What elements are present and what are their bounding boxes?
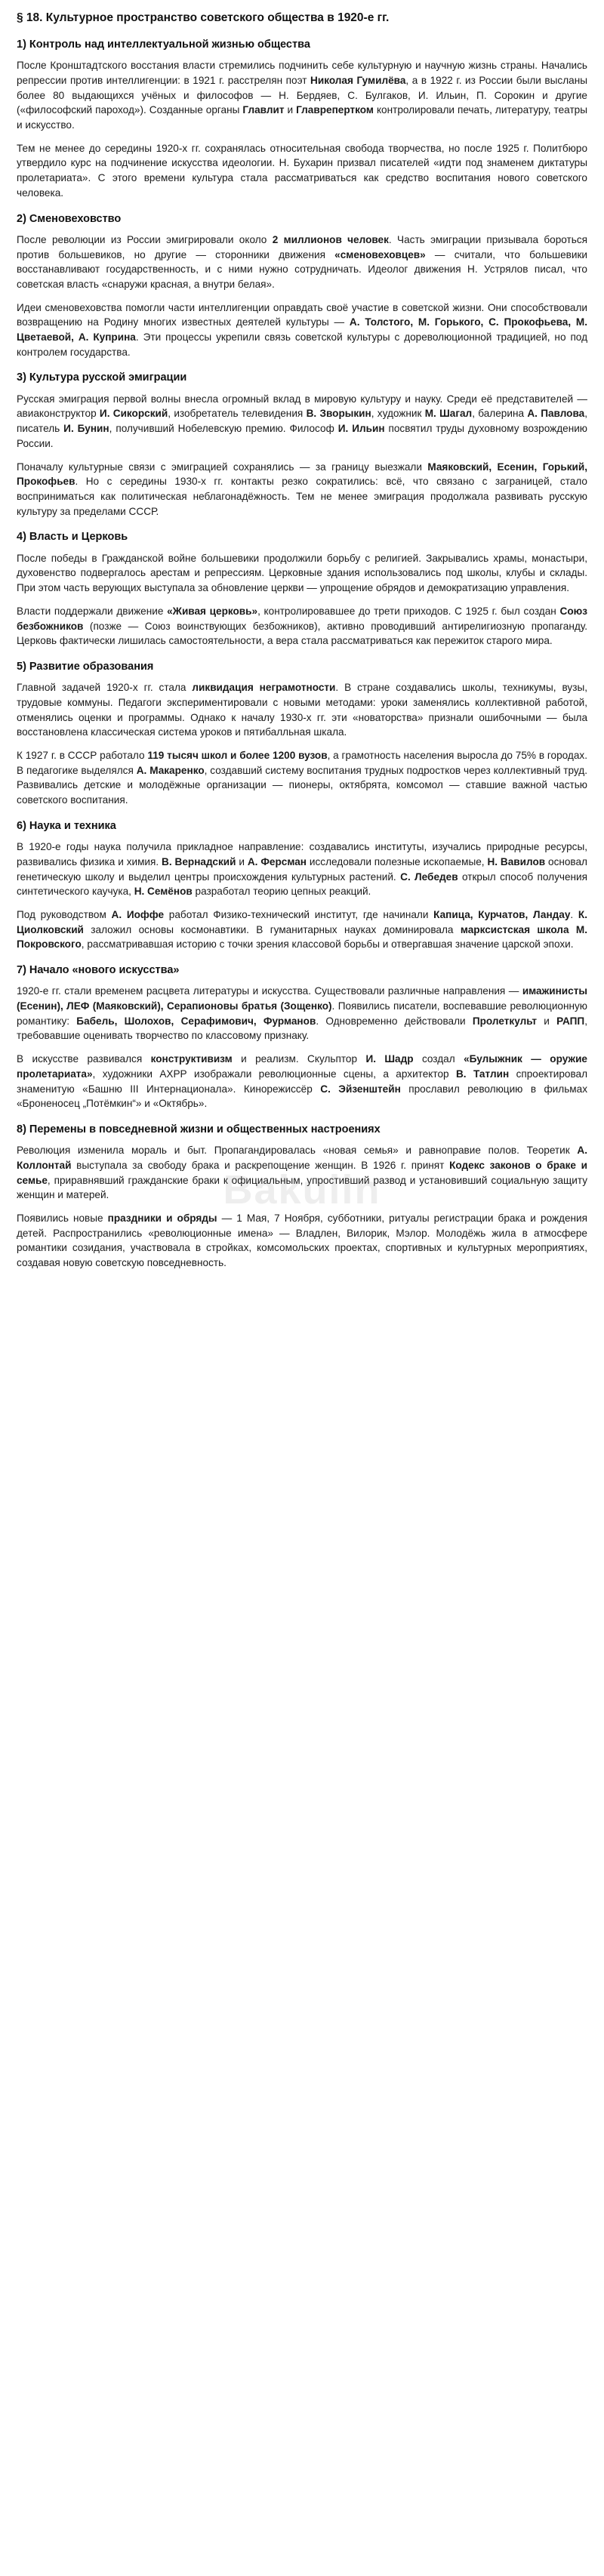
body-text: Русская эмиграция первой волны внесла огромный вклад в мировую культуру и науку. Среди её представителей — авиаконструктор xyxy=(17,393,587,420)
paragraph xyxy=(17,551,587,596)
body-text: Главной задачей 1920-х гг. стала xyxy=(17,682,193,694)
body-text: заложил основы космонавтики. В гуманитарных науках доминировала xyxy=(83,923,461,935)
emphasis-text: Н. Семёнов xyxy=(134,886,193,898)
body-text: Под руководством xyxy=(17,908,112,920)
body-text: , контролировавшее до трети приходов. С 1925 г. был создан xyxy=(257,605,560,617)
emphasis-text: С. Эйзенштейн xyxy=(320,1083,401,1095)
emphasis-text: В. Вернадский xyxy=(162,855,236,867)
body-text: После победы в Гражданской войне большевики продолжили борьбу с религией. Закрывались храмы, монастыри, духовенство подвергалось арестам и репрессиям. Церковные здания использовались под школы, клубы и склады. При этом часть верующих выступала за обновление церкви — упрощение обрядов и демократизацию управления. xyxy=(17,552,587,594)
section-heading: 7) Начало «нового искусства» xyxy=(17,964,180,977)
paragraph xyxy=(17,840,587,899)
emphasis-text: Союз безбожников xyxy=(17,605,587,632)
body-text: исследовали полезные ископаемые, xyxy=(307,855,488,867)
emphasis-text: марксистская школа М. Покровского xyxy=(17,923,587,951)
paragraph xyxy=(17,1211,587,1271)
emphasis-text: имажинисты (Есенин), ЛЕФ (Маяковский), Серапионовы братья (Зощенко) xyxy=(17,985,587,1012)
body-text: , приравнявший гражданские браки к официальным, упростивший развод и установивший социальную защиту женщин и матерей. xyxy=(17,1174,587,1201)
emphasis-text: С. Лебедев xyxy=(400,870,458,883)
paragraph xyxy=(17,233,587,292)
body-text: , художники АХРР изображали революционные сцены, а архитектор xyxy=(92,1068,456,1080)
body-text: , требовавшие оценивать творчество по классовому признаку. xyxy=(17,1015,587,1042)
paragraph xyxy=(17,460,587,519)
emphasis-text: И. Бунин xyxy=(63,423,109,435)
emphasis-text: А. Коллонтай xyxy=(17,1145,587,1171)
document-section xyxy=(17,211,587,360)
body-text: , создавший систему воспитания трудных подростков через коллективный труд. Развивались детские и молодёжные организации — пионеры, октябрята, комсомол — ставшие важной частью советского воспитания. xyxy=(17,764,587,806)
paragraph xyxy=(17,58,587,133)
paragraph xyxy=(17,748,587,808)
emphasis-text: А. Ферсман xyxy=(247,855,307,867)
page-title: § 18. Культурное пространство советского общества в 1920-е гг. xyxy=(17,11,390,24)
body-text: . Появились писатели, воспевавшие революционную романтику: xyxy=(17,1000,587,1027)
section-heading: 2) Сменовеховство xyxy=(17,212,122,225)
body-text: и xyxy=(236,855,248,867)
body-text: , а в 1922 г. из России были высланы более 80 выдающихся учёных и философов — Н. Бердяев, С. Булгаков, И. Ильин, П. Сорокин и другие («философский пароход»). Созданные органы xyxy=(17,74,587,116)
emphasis-text: 2 миллионов человек xyxy=(272,233,389,245)
emphasis-text: Николая Гумилёва xyxy=(310,74,406,86)
body-text: В искусстве развивался xyxy=(17,1053,151,1065)
body-text: 1920-е гг. стали временем расцвета литературы и искусства. Существовали различные направления — xyxy=(17,985,522,997)
body-text: прославил революцию в фильмах «Броненосец „Потёмкин“» и «Октябрь». xyxy=(17,1083,587,1110)
body-text: После Кронштадтского восстания власти стремились подчинить себе культурную и научную жизнь страны. Начались репрессии против интеллигенции: в 1921 г. расстрелян поэт xyxy=(17,60,587,86)
body-text: Идеи сменовеховства помогли части интеллигенции оправдать своё участие в советской жизни. Они способствовали возвращению на Родину многих известных деятелей культуры — xyxy=(17,301,587,328)
emphasis-text: В. Зворыкин xyxy=(306,408,371,420)
body-text: В 1920-е годы наука получила прикладное направление: создавались институты, изучались природные ресурсы, развивались физика и химия. xyxy=(17,841,587,867)
emphasis-text: Пролеткульт xyxy=(472,1015,538,1027)
emphasis-text: И. Ильин xyxy=(337,423,385,435)
emphasis-text: 119 тысяч школ и более 1200 вузов xyxy=(147,750,328,762)
body-text: Революция изменила мораль и быт. Пропагандировалась «новая семья» и равноправие полов. Теоретик xyxy=(17,1145,578,1157)
body-text: спроектировал знаменитую «Башню III Интернационала». Кинорежиссёр xyxy=(17,1068,588,1095)
paragraph xyxy=(17,392,587,451)
document-section xyxy=(17,529,587,649)
emphasis-text: Маяковский, Есенин, Горький, Прокофьев xyxy=(17,461,587,488)
watermark: Bakulin xyxy=(223,1167,381,1213)
emphasis-text: праздники и обряды xyxy=(107,1213,217,1225)
body-text: , писатель xyxy=(17,408,587,435)
emphasis-text: «сменовеховцев» xyxy=(334,248,426,260)
paragraph xyxy=(17,680,587,740)
paragraph xyxy=(17,984,587,1043)
body-text: , а грамотность населения выросла до 75% в городах. В педагогике выделялся xyxy=(17,750,587,776)
body-text: Власти поддержали движение xyxy=(17,605,168,617)
body-text: . Эти процессы укрепили связь советской культуры с дореволюционной традицией, но под контролем государства. xyxy=(17,331,587,358)
paragraph xyxy=(17,1052,587,1111)
body-text: работал Физико-технический институт, где начинали xyxy=(164,908,434,920)
body-text: . В стране создавались школы, техникумы, вузы, трудовые коммуны. Педагоги экспериментировали с новыми методами: уроки заменялись коллективной работой, отменялись оценки и программы. Однако к началу 1930-х гг. эти «новаторства» признали ошибочными — была восстановлена классическая система уроков и пятибалльная шкала. xyxy=(17,682,587,738)
paragraph xyxy=(17,604,587,649)
emphasis-text: ликвидация неграмотности xyxy=(192,682,336,694)
paragraph xyxy=(17,907,587,952)
emphasis-text: К. Циолковский xyxy=(17,908,587,935)
body-text: , получивший Нобелевскую премию. Философ xyxy=(109,423,338,435)
document-section xyxy=(17,818,587,952)
document-section xyxy=(17,1122,587,1271)
section-heading: 4) Власть и Церковь xyxy=(17,531,128,544)
body-text: . xyxy=(570,908,578,920)
paragraph xyxy=(17,300,587,360)
body-text: открыл способ получения синтетического каучука, xyxy=(17,870,588,898)
emphasis-text: Бабель, Шолохов, Серафимович, Фурманов xyxy=(76,1015,316,1027)
document-section xyxy=(17,659,587,808)
emphasis-text: И. Сикорский xyxy=(99,408,168,420)
document-section xyxy=(17,963,587,1111)
body-text: посвятил труды духовному возрождению России. xyxy=(17,423,588,449)
emphasis-text: «Живая церковь» xyxy=(167,605,258,617)
section-heading: 5) Развитие образования xyxy=(17,660,154,673)
body-text: Тем не менее до середины 1920-х гг. сохранялась относительная свобода творчества, но после 1925 г. Политбюро утвердило курс на подчинение искусства идеологии. Н. Бухарин призвал писателей «идти под знаменем диктатуры пролетариата». С этого времени культура стала рассматриваться как средство воспитания нового советского человека. xyxy=(17,142,587,199)
emphasis-text: Главрепертком xyxy=(296,104,374,116)
emphasis-text: «Булыжник — оружие пролетариата» xyxy=(17,1053,587,1080)
document-section xyxy=(17,370,587,519)
body-text: , балерина xyxy=(472,408,528,420)
body-text: . Одновременно действовали xyxy=(316,1015,473,1027)
body-text: , художник xyxy=(371,408,425,420)
document-section xyxy=(17,37,587,201)
emphasis-text: РАПП xyxy=(556,1015,585,1027)
body-text: основал генетическую школу и выделил центры происхождения культурных растений. xyxy=(17,855,587,883)
body-text: создал xyxy=(413,1053,464,1065)
body-text: (позже — Союз воинствующих безбожников), активно проводивший антирелигиозную пропаганду. Церковь фактически лишилась самостоятельности, а вера стала рассматриваться как пережиток старого мира. xyxy=(17,620,587,647)
emphasis-text: А. Павлова xyxy=(527,408,585,420)
emphasis-text: Кодекс законов о браке и семье xyxy=(17,1159,588,1186)
body-text: разработал теорию цепных реакций. xyxy=(192,886,371,898)
body-text: , изобретатель телевидения xyxy=(168,408,307,420)
body-text: и xyxy=(537,1015,557,1027)
body-text: . Но с середины 1930-х гг. контакты резко сократились: всё, что связано с заграницей, стало восприниматься как политическая неблагонадёжность. Тем не менее эмиграция продолжала развивать русскую культуру за пределами СССР. xyxy=(17,476,587,517)
body-text: Появились новые xyxy=(17,1213,108,1225)
body-text: Поначалу культурные связи с эмиграцией сохранялись — за границу выезжали xyxy=(17,461,428,473)
body-text: — считали, что большевики восстанавливают государственность, и с ними нужно сотрудничать. Идеолог движения Н. Устрялов писал, что советская власть «снаружи красная, а внутри белая». xyxy=(17,248,587,290)
document-body xyxy=(17,37,587,1271)
emphasis-text: И. Шадр xyxy=(365,1053,414,1065)
body-text: , рассматривавшая историю с точки зрения классовой борьбы и отвергавшая значение царской эпохи. xyxy=(81,938,574,951)
section-heading: 8) Перемены в повседневной жизни и общественных настроениях xyxy=(17,1123,381,1135)
emphasis-text: А. Макаренко xyxy=(136,764,205,776)
emphasis-text: Капица, Курчатов, Ландау xyxy=(433,908,571,920)
body-text: . Часть эмиграции призывала бороться против большевиков, но другие — сторонники движения xyxy=(17,233,587,260)
emphasis-text: М. Шагал xyxy=(424,408,473,420)
section-heading: 1) Контроль над интеллектуальной жизнью общества xyxy=(17,38,310,51)
body-text: После революции из России эмигрировали около xyxy=(17,233,273,245)
paragraph xyxy=(17,1143,587,1203)
body-text: выступала за свободу брака и раскрепощение женщин. В 1926 г. принят xyxy=(71,1159,450,1171)
body-text: контролировали печать, литературу, театры и искусство. xyxy=(17,104,587,131)
paragraph xyxy=(17,141,587,201)
emphasis-text: А. Иоффе xyxy=(111,908,165,920)
emphasis-text: конструктивизм xyxy=(150,1053,233,1065)
emphasis-text: Главлит xyxy=(242,104,285,116)
emphasis-text: А. Толстого, М. Горького, С. Прокофьева, М. Цветаевой, А. Куприна xyxy=(17,316,588,344)
body-text: и реализм. Скульптор xyxy=(232,1053,366,1065)
emphasis-text: Н. Вавилов xyxy=(487,855,546,867)
section-heading: 6) Наука и техника xyxy=(17,819,116,832)
section-heading: 3) Культура русской эмиграции xyxy=(17,371,187,384)
body-text: К 1927 г. в СССР работало xyxy=(17,750,148,762)
body-text: — 1 Мая, 7 Ноября, субботники, ритуалы регистрации брака и рождения детей. Распространились «революционные имена» — Владлен, Вилорик, Мэлор. Молодёжь жила в атмосфере романтики созидания, участвовала в стройках, комсомольских проектах, спортивных и культурных мероприятиях, создавая новую советскую повседневность. xyxy=(17,1213,587,1269)
emphasis-text: В. Татлин xyxy=(455,1068,510,1080)
body-text: и xyxy=(284,104,297,116)
